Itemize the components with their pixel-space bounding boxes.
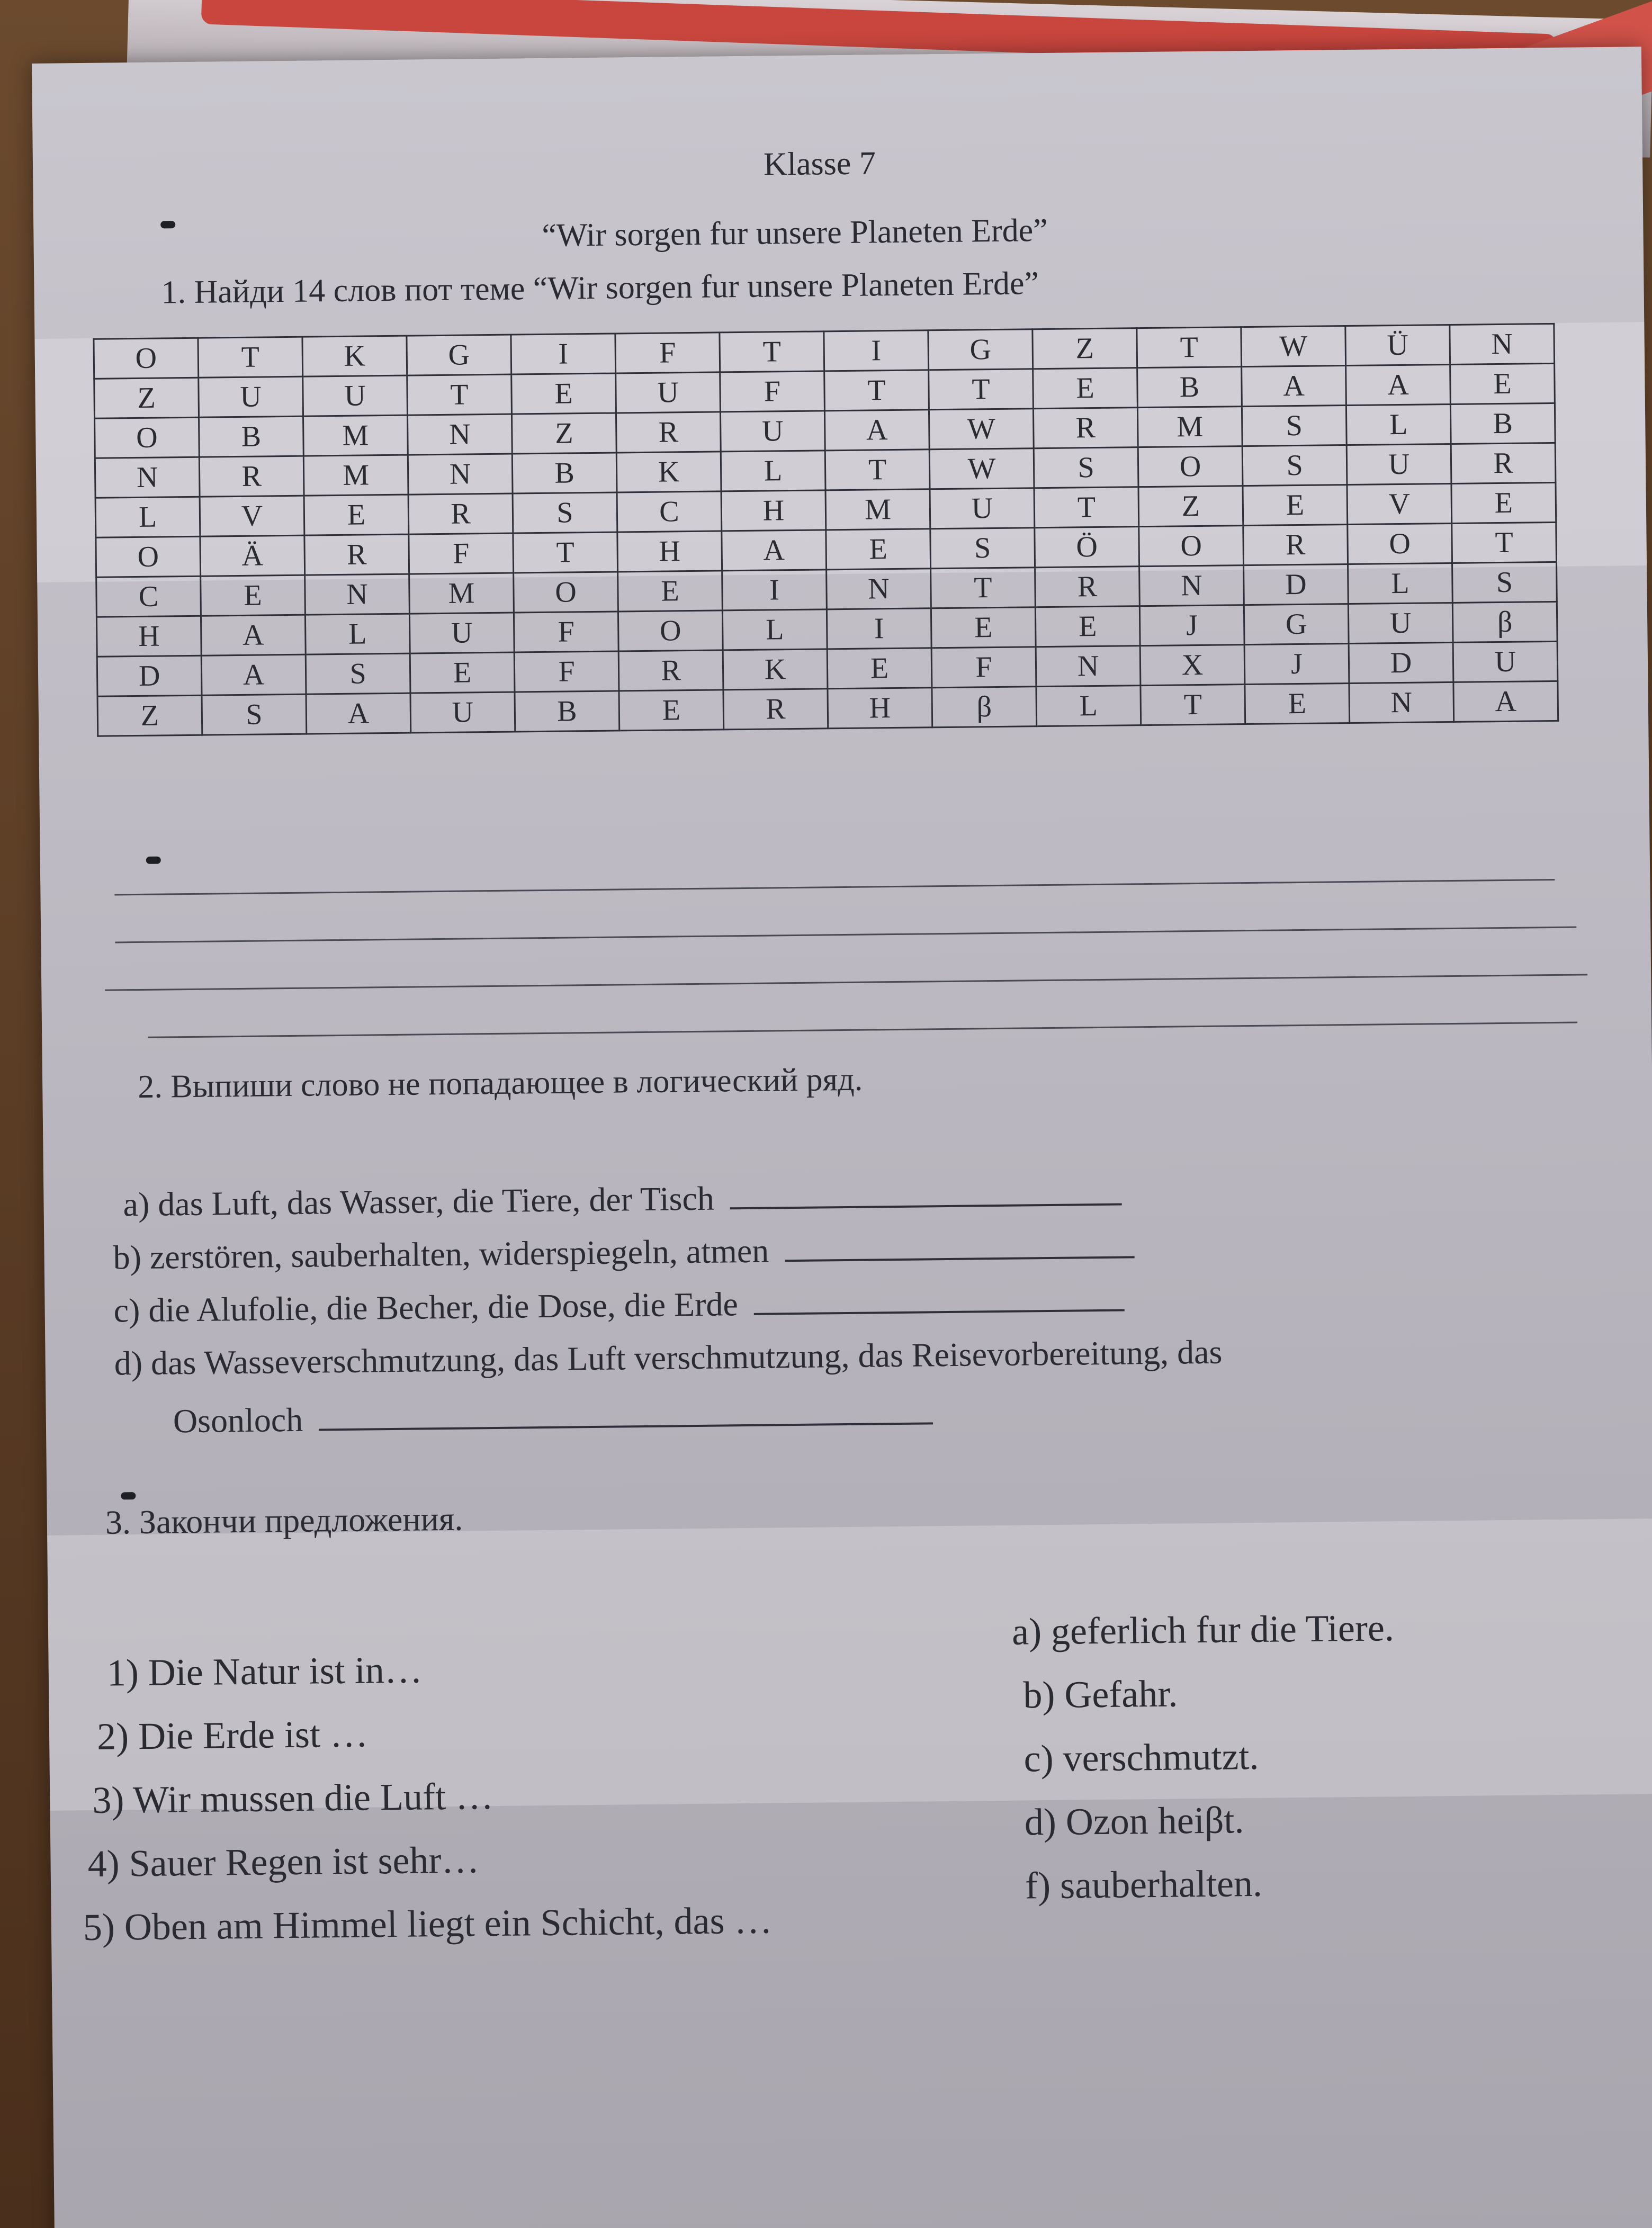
grid-cell[interactable]: R — [616, 412, 721, 453]
grid-cell[interactable]: M — [1137, 407, 1242, 447]
grid-cell[interactable]: M — [303, 455, 408, 496]
grid-cell[interactable]: N — [407, 414, 512, 455]
grid-cell[interactable]: T — [720, 331, 824, 372]
grid-cell[interactable]: Ü — [1345, 325, 1450, 365]
grid-cell[interactable]: F — [409, 533, 514, 574]
grid-cell[interactable]: K — [302, 336, 407, 376]
grid-cell[interactable]: K — [723, 649, 828, 690]
grid-cell[interactable]: M — [825, 489, 930, 530]
grid-cell[interactable]: L — [1036, 686, 1141, 726]
worksheet-title: “Wir sorgen fur unsere Planeten Erde” — [542, 212, 1048, 254]
grid-cell[interactable]: T — [1137, 327, 1242, 368]
pen-mark — [146, 857, 161, 864]
grid-cell[interactable]: A — [1346, 364, 1451, 405]
grid-cell[interactable]: O — [96, 536, 201, 577]
grid-cell[interactable]: E — [410, 652, 515, 693]
grid-cell[interactable]: I — [511, 334, 616, 374]
grid-cell[interactable]: E — [1450, 363, 1555, 404]
grid-cell[interactable]: Ö — [1035, 527, 1139, 568]
grid-cell[interactable]: D — [97, 655, 202, 696]
grid-cell[interactable]: B — [515, 691, 620, 732]
answer-line[interactable] — [114, 879, 1555, 895]
answer-blank[interactable] — [730, 1182, 1122, 1210]
grid-cell[interactable]: A — [722, 530, 827, 571]
grid-cell[interactable]: J — [1139, 605, 1244, 646]
grid-cell[interactable]: A — [201, 654, 306, 695]
task3-sentence-1: 1) Die Natur ist in… — [106, 1648, 423, 1694]
grid-cell[interactable]: E — [619, 690, 724, 731]
task3-answer-a: a) geferlich fur die Tiere. — [1011, 1606, 1395, 1653]
grid-cell[interactable]: R — [1451, 443, 1556, 483]
grid-cell[interactable]: C — [617, 491, 722, 532]
grid-cell[interactable]: U — [930, 488, 1035, 529]
grid-cell[interactable]: V — [1347, 483, 1452, 524]
class-label: Klasse 7 — [763, 145, 876, 183]
grid-cell[interactable]: U — [616, 372, 721, 413]
task2-item-c — [113, 1281, 1125, 1331]
grid-cell[interactable]: M — [303, 415, 408, 456]
grid-cell[interactable]: I — [722, 570, 827, 610]
answer-line[interactable] — [105, 974, 1587, 991]
grid-cell[interactable]: A — [1453, 681, 1558, 722]
answer-line[interactable] — [115, 927, 1576, 944]
grid-cell[interactable]: N — [1036, 646, 1141, 687]
worksheet-content — [32, 47, 1652, 2228]
task2-item-text: b) zerstören, sauberhalten, widerspiegeln, atmen — [113, 1232, 769, 1277]
grid-cell[interactable]: A — [201, 615, 306, 655]
grid-cell[interactable]: L — [722, 609, 827, 650]
task3-answer-f: f) sauberhalten. — [1025, 1862, 1263, 1907]
grid-cell[interactable]: S — [202, 694, 307, 735]
task2-item-text: d) das Wasseverschmutzung, das Luft verschmutzung, das Reisevorbereitung, das — [114, 1333, 1223, 1382]
task1-heading: 1. Найди 14 слов пот теме “Wir sorgen fur unsere Planeten Erde” — [161, 265, 1039, 311]
grid-cell[interactable]: N — [305, 574, 410, 615]
task3-sentence-5: 5) Oben am Himmel liegt ein Schicht, das … — [83, 1899, 773, 1949]
task2-item-b — [113, 1227, 1134, 1277]
grid-cell[interactable]: E — [1035, 606, 1140, 647]
task3-sentence-3: 3) Wir mussen die Luft … — [92, 1775, 494, 1821]
grid-cell[interactable]: T — [1452, 522, 1557, 563]
grid-cell[interactable]: M — [409, 573, 514, 614]
grid-cell[interactable]: S — [306, 653, 410, 694]
grid-cell[interactable]: S — [1034, 447, 1138, 488]
grid-cell[interactable]: O — [95, 417, 200, 458]
task3-heading: 3. Закончи предложения. — [105, 1499, 463, 1541]
grid-cell[interactable]: U — [410, 692, 515, 733]
grid-cell[interactable]: U — [1453, 641, 1558, 682]
grid-cell[interactable]: R — [304, 534, 409, 575]
grid-cell[interactable]: T — [1141, 685, 1245, 725]
grid-cell[interactable]: E — [1451, 482, 1556, 523]
grid-cell[interactable]: H — [617, 531, 722, 572]
grid-cell[interactable]: F — [720, 371, 825, 412]
grid-cell[interactable]: G — [407, 335, 511, 375]
grid-cell[interactable]: U — [720, 411, 825, 452]
task3-sentence-2: 2) Die Erde ist … — [96, 1712, 369, 1758]
grid-cell[interactable]: β — [1452, 601, 1557, 642]
task2-item-text: c) die Alufolie, die Becher, die Dose, die Erde — [113, 1285, 739, 1329]
pen-mark — [160, 221, 175, 228]
grid-cell[interactable]: N — [95, 457, 200, 498]
grid-cell[interactable]: F — [615, 333, 720, 373]
grid-cell[interactable]: Z — [1138, 486, 1243, 527]
grid-cell[interactable]: E — [618, 571, 723, 612]
grid-cell[interactable]: E — [1033, 368, 1138, 409]
grid-cell[interactable]: L — [721, 451, 825, 491]
task2-heading: 2. Выпиши слово не попадающее в логический ряд. — [137, 1061, 863, 1106]
grid-cell[interactable]: E — [1243, 485, 1348, 526]
grid-cell[interactable]: O — [1348, 523, 1452, 564]
grid-cell[interactable]: G — [928, 329, 1033, 370]
grid-cell[interactable]: O — [618, 610, 723, 651]
grid-cell[interactable]: S — [513, 492, 617, 533]
grid-cell[interactable]: U — [1348, 603, 1453, 643]
task3-sentence-4: 4) Sauer Regen ist sehr… — [87, 1838, 480, 1885]
grid-cell[interactable]: R — [408, 493, 513, 534]
grid-cell[interactable]: R — [199, 456, 304, 497]
grid-cell[interactable]: B — [1450, 403, 1555, 444]
grid-cell[interactable]: Z — [97, 695, 202, 736]
answer-blank[interactable] — [319, 1401, 933, 1431]
grid-cell[interactable]: W — [929, 448, 1034, 489]
grid-cell[interactable]: T — [1034, 487, 1139, 528]
grid-cell[interactable]: E — [931, 607, 1036, 648]
grid-cell[interactable]: C — [96, 576, 201, 617]
grid-cell[interactable]: S — [1242, 406, 1346, 446]
task2-item-text: a) das Luft, das Wasser, die Tiere, der Tisch — [123, 1179, 715, 1224]
grid-cell[interactable]: N — [1450, 324, 1555, 364]
grid-cell[interactable]: R — [1035, 567, 1140, 607]
grid-cell[interactable]: A — [824, 410, 929, 451]
grid-cell[interactable]: V — [200, 496, 304, 536]
grid-cell[interactable]: L — [1346, 404, 1451, 445]
task2-item-d-cont — [173, 1394, 933, 1441]
grid-cell[interactable]: I — [827, 608, 931, 649]
grid-cell[interactable]: F — [514, 651, 619, 692]
answer-blank[interactable] — [785, 1235, 1134, 1262]
grid-cell[interactable]: F — [931, 647, 1036, 688]
worksheet-paper — [32, 47, 1652, 2228]
grid-cell[interactable]: U — [303, 375, 408, 416]
grid-cell[interactable]: L — [1348, 563, 1453, 604]
grid-cell[interactable]: E — [826, 529, 931, 570]
grid-cell[interactable]: B — [512, 453, 617, 493]
word-search-grid — [93, 323, 1559, 737]
grid-cell[interactable]: N — [408, 454, 513, 495]
grid-cell[interactable]: D — [1349, 642, 1453, 683]
task3-answer-b: b) Gefahr. — [1022, 1672, 1178, 1717]
grid-cell[interactable]: H — [828, 688, 932, 729]
pen-mark — [121, 1492, 136, 1499]
task2-item-a — [123, 1175, 1122, 1225]
grid-cell[interactable]: T — [513, 532, 618, 573]
grid-cell[interactable]: F — [514, 612, 618, 652]
answer-line[interactable] — [148, 1022, 1577, 1038]
grid-cell[interactable]: Z — [1032, 328, 1137, 369]
grid-cell[interactable]: R — [1033, 408, 1138, 448]
grid-cell[interactable]: T — [824, 370, 929, 411]
grid-cell[interactable]: U — [409, 613, 514, 653]
grid-cell[interactable]: W — [1241, 326, 1346, 367]
grid-cell[interactable]: G — [1244, 604, 1349, 645]
grid-cell[interactable]: D — [1244, 564, 1349, 605]
grid-cell[interactable]: N — [1349, 682, 1454, 723]
grid-cell[interactable]: H — [96, 616, 201, 657]
grid-cell[interactable]: O — [94, 338, 199, 379]
grid-cell[interactable]: L — [305, 614, 410, 654]
grid-cell[interactable]: B — [199, 416, 304, 457]
grid-cell[interactable]: T — [825, 450, 930, 490]
grid-cell[interactable]: E — [1245, 684, 1350, 724]
grid-cell[interactable]: I — [824, 330, 929, 371]
task3-answer-d: d) Ozon heiβt. — [1024, 1799, 1244, 1844]
grid-cell[interactable]: O — [514, 572, 618, 613]
grid-cell[interactable]: N — [827, 569, 931, 609]
grid-cell[interactable]: E — [511, 373, 616, 414]
grid-cell[interactable]: S — [1452, 562, 1557, 603]
grid-cell[interactable]: Z — [511, 413, 616, 454]
grid-cell[interactable]: S — [930, 528, 1035, 569]
grid-cell[interactable]: U — [199, 376, 303, 417]
grid-cell[interactable]: O — [1139, 526, 1244, 567]
grid-cell[interactable]: T — [929, 369, 1034, 410]
grid-cell[interactable]: N — [1139, 565, 1244, 606]
grid-cell[interactable]: K — [616, 452, 721, 492]
grid-cell[interactable]: A — [306, 693, 411, 734]
grid-cell[interactable]: E — [201, 575, 306, 616]
grid-cell[interactable]: T — [931, 568, 1036, 608]
grid-cell[interactable]: R — [1243, 525, 1348, 565]
grid-cell[interactable]: W — [929, 409, 1034, 450]
grid-cell[interactable]: E — [304, 495, 409, 535]
grid-cell[interactable]: B — [1137, 367, 1242, 408]
grid-cell[interactable]: L — [95, 497, 200, 537]
grid-cell[interactable]: O — [1138, 446, 1243, 487]
grid-cell[interactable]: R — [723, 689, 828, 730]
task3-answer-c: c) verschmutzt. — [1023, 1735, 1259, 1780]
grid-cell[interactable]: E — [827, 648, 932, 689]
grid-cell[interactable]: Z — [94, 378, 199, 418]
grid-cell[interactable]: T — [198, 337, 303, 378]
grid-cell[interactable]: S — [1242, 445, 1347, 486]
task2-item-d — [114, 1333, 1222, 1383]
task2-item-text: Osonloch — [173, 1400, 303, 1440]
grid-cell[interactable]: J — [1244, 644, 1349, 685]
grid-cell[interactable]: U — [1346, 444, 1451, 484]
grid-cell[interactable]: H — [721, 490, 826, 531]
grid-cell[interactable]: R — [618, 650, 723, 691]
grid-cell[interactable]: β — [932, 687, 1037, 727]
answer-blank[interactable] — [754, 1288, 1125, 1315]
grid-cell[interactable]: X — [1140, 645, 1245, 686]
grid-cell[interactable]: Ä — [200, 535, 305, 576]
grid-cell[interactable]: T — [407, 374, 512, 415]
grid-cell[interactable]: A — [1242, 366, 1346, 407]
